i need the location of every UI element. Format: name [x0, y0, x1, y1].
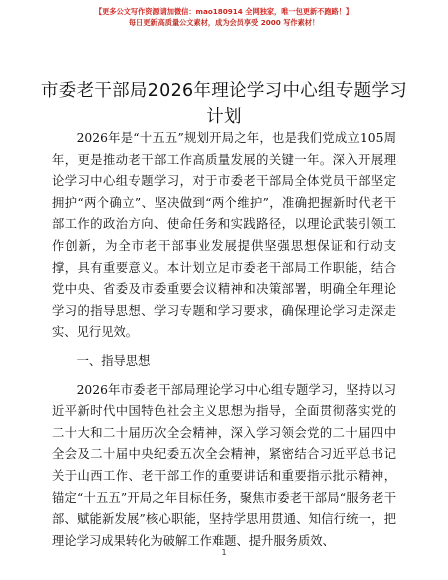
intro-paragraph: 2026年是“十五五”规划开局之年，也是我们党成立105周年，更是推动老干部工作高质量发展的关键一年。深入开展理论学习中心组专题学习，对于市委老干部局全体党员干部坚定拥护“两个确立”、坚决做到“两个维护”，准确把握新时代老干部工作的政治方向、使命任务和实践路径，以理论武装引领工作创新，为全市老干部事业发展提供坚强思想保证和行动支撑，具有重要意义。本计划立足市委老干部局工作职能，结合党中央、省委及市委重要会议精神和决策部署，明确全年理论学习的指导思想、学习专题和学习要求，确保理论学习走深走实、见行见效。 — [52, 131, 396, 340]
banner-line-1: 【更多公文写作资源请加微信：mao180914 全网独家，唯一包更新不跑路！】 — [94, 7, 354, 16]
document-title: 市委老干部局2026年理论学习中心组专题学习计划 — [40, 81, 408, 127]
section-heading: 一、指导思想 — [76, 353, 151, 368]
document-body — [52, 128, 396, 552]
page-number: 1 — [221, 548, 227, 557]
section-paragraph: 2026年市委老干部局理论学习中心组专题学习，坚持以习近平新时代中国特色社会主义思想为指导，全面贯彻落实党的二十大和二十届历次全会精神，深入学习领会党的二十届四中全会及二十届中央纪委五次全会精神，紧密结合习近平总书记关于山西工作、老干部工作的重要讲话和重要指示批示精神，锚定“十五五”开局之年目标任务，聚焦市委老干部局“服务老干部、赋能新发展”核心职能，坚持学思用贯通、知信行统一，把理论学习成果转化为破解工作难题、提升服务质效、 — [52, 382, 396, 548]
banner-line-2: 每日更新高质量公文素材，成为会员享受 2000 写作素材！ — [128, 18, 320, 27]
header-banner — [0, 6, 448, 28]
